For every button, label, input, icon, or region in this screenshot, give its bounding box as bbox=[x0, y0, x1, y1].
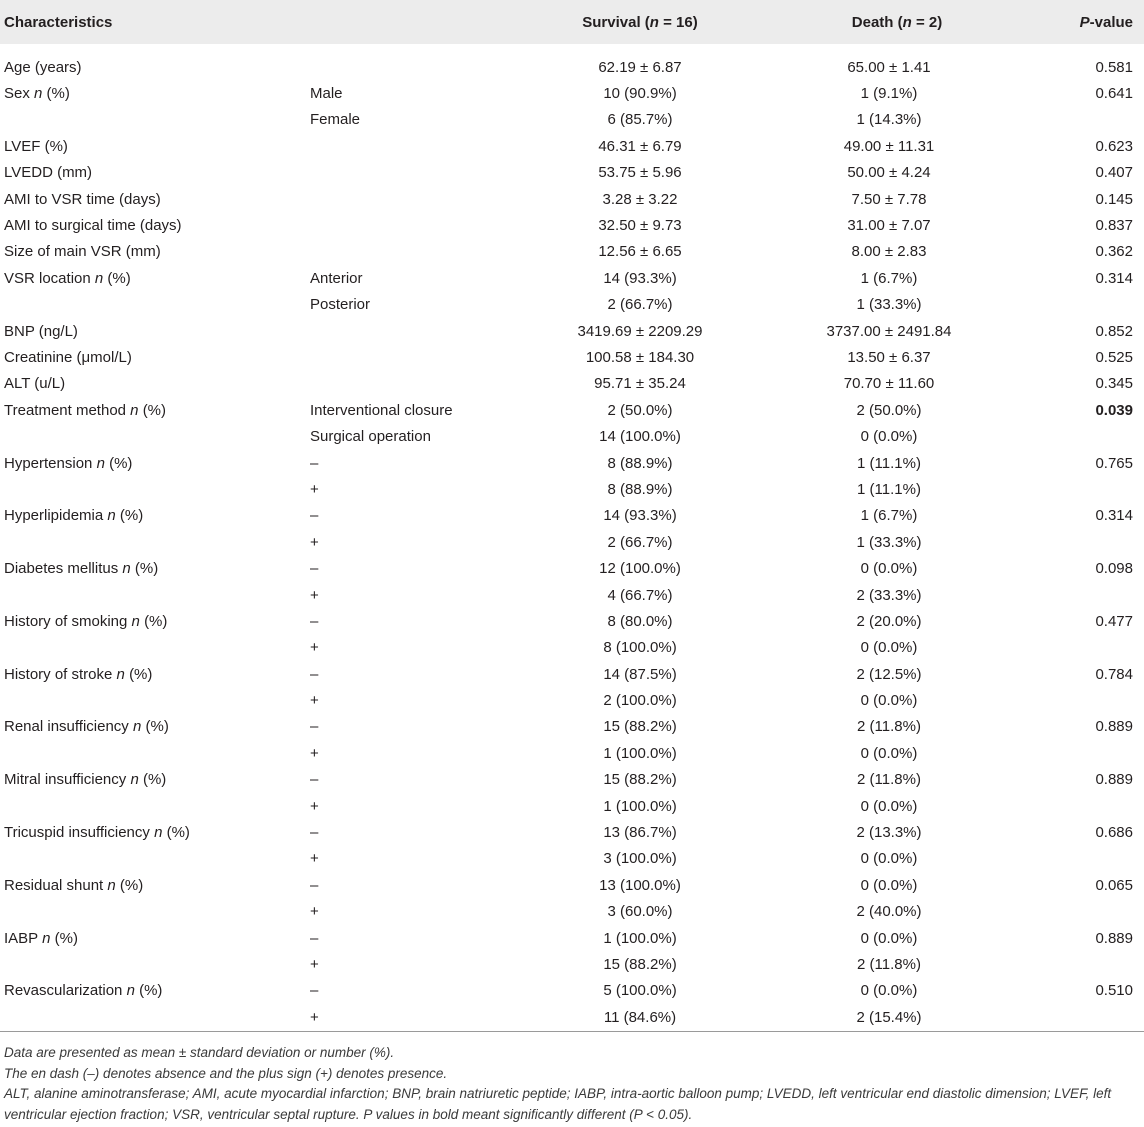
survival-cell: 5 (100.0%) bbox=[603, 982, 677, 1000]
death-cell: 2 (11.8%) bbox=[857, 771, 921, 789]
table-header-row bbox=[0, 0, 1144, 44]
death-cell: 0 (0.0%) bbox=[860, 639, 918, 657]
death-cell: 2 (13.3%) bbox=[856, 824, 922, 842]
survival-cell: 3 (60.0%) bbox=[607, 903, 673, 921]
table-footnotes bbox=[0, 1043, 1144, 1125]
characteristic-label: Hypertension bbox=[4, 454, 93, 472]
characteristic-suffix: (%) bbox=[109, 454, 133, 472]
characteristic-suffix: (%) bbox=[46, 85, 70, 103]
death-cell: 65.00 ± 1.41 bbox=[847, 58, 931, 76]
characteristic-label: Creatinine (μmol/L) bbox=[4, 348, 132, 366]
header-death-post: = 2) bbox=[911, 13, 943, 31]
characteristic-label: VSR location bbox=[4, 269, 91, 287]
death-cell: 7.50 ± 7.78 bbox=[851, 190, 927, 208]
table-row bbox=[0, 133, 1144, 159]
table-row bbox=[0, 503, 1144, 529]
table-row bbox=[0, 80, 1144, 106]
subgroup-cell: Female bbox=[310, 111, 361, 129]
characteristic-cell bbox=[0, 59, 310, 76]
table-row bbox=[0, 239, 1144, 265]
survival-cell: 11 (84.6%) bbox=[603, 1008, 677, 1026]
table-row bbox=[0, 978, 1144, 1004]
table-row bbox=[0, 397, 1144, 423]
death-cell: 2 (11.8%) bbox=[857, 955, 921, 973]
characteristic-cell bbox=[0, 824, 310, 841]
subgroup-cell: – bbox=[310, 824, 319, 842]
characteristic-label: Size of main VSR (mm) bbox=[4, 243, 161, 261]
subgroup-cell: – bbox=[310, 454, 319, 472]
survival-cell: 100.58 ± 184.30 bbox=[585, 348, 695, 366]
subgroup-cell: Surgical operation bbox=[310, 428, 431, 446]
death-cell: 1 (11.1%) bbox=[857, 454, 921, 472]
death-cell: 70.70 ± 11.60 bbox=[843, 375, 935, 393]
subgroup-cell: + bbox=[310, 797, 319, 815]
survival-cell: 15 (88.2%) bbox=[603, 771, 677, 789]
table-row bbox=[0, 529, 1144, 555]
survival-cell: 15 (88.2%) bbox=[603, 718, 677, 736]
characteristic-suffix: (%) bbox=[166, 824, 190, 842]
death-cell: 1 (33.3%) bbox=[856, 533, 922, 551]
characteristic-n: n bbox=[107, 876, 116, 894]
header-survival-n: n bbox=[649, 13, 659, 31]
characteristic-cell bbox=[0, 164, 310, 181]
characteristic-n: n bbox=[126, 982, 135, 1000]
characteristic-cell bbox=[0, 718, 310, 735]
death-cell: 1 (6.7%) bbox=[860, 507, 918, 525]
p-value-cell: 0.852 bbox=[1095, 322, 1133, 340]
survival-cell: 2 (50.0%) bbox=[607, 401, 673, 419]
death-cell: 2 (50.0%) bbox=[856, 401, 922, 419]
table-row bbox=[0, 767, 1144, 793]
header-p-letter: P bbox=[1079, 13, 1090, 31]
table-row bbox=[0, 450, 1144, 476]
table-row bbox=[0, 925, 1144, 951]
survival-cell: 8 (88.9%) bbox=[607, 454, 673, 472]
characteristic-cell bbox=[0, 217, 310, 234]
characteristic-label: Treatment method bbox=[4, 401, 126, 419]
characteristic-suffix: (%) bbox=[54, 929, 78, 947]
characteristic-label: Mitral insufficiency bbox=[4, 771, 127, 789]
subgroup-cell: – bbox=[310, 560, 319, 578]
table-row bbox=[0, 292, 1144, 318]
death-cell: 50.00 ± 4.24 bbox=[847, 164, 931, 182]
characteristic-n: n bbox=[130, 401, 139, 419]
footnote: The en dash (–) denotes absence and the plus sign (+) denotes presence. bbox=[4, 1065, 448, 1081]
table-row bbox=[0, 846, 1144, 872]
survival-cell: 2 (66.7%) bbox=[607, 296, 673, 314]
characteristic-suffix: (%) bbox=[107, 269, 131, 287]
p-value-cell: 0.362 bbox=[1095, 243, 1133, 261]
death-cell: 2 (15.4%) bbox=[856, 1008, 922, 1026]
subgroup-cell: – bbox=[310, 507, 319, 525]
p-value-cell: 0.098 bbox=[1095, 560, 1133, 578]
death-cell: 1 (11.1%) bbox=[857, 480, 921, 498]
p-value-cell: 0.837 bbox=[1095, 217, 1133, 235]
characteristic-n: n bbox=[42, 929, 51, 947]
death-cell: 0 (0.0%) bbox=[860, 692, 918, 710]
characteristic-suffix: (%) bbox=[142, 771, 167, 789]
survival-cell: 3 (100.0%) bbox=[603, 850, 677, 868]
characteristic-n: n bbox=[107, 507, 116, 525]
subgroup-cell: + bbox=[310, 744, 319, 762]
survival-cell: 1 (100.0%) bbox=[603, 797, 677, 815]
characteristic-cell bbox=[0, 349, 310, 366]
characteristic-suffix: (%) bbox=[142, 401, 167, 419]
death-cell: 1 (6.7%) bbox=[860, 269, 918, 287]
survival-cell: 8 (88.9%) bbox=[607, 480, 673, 498]
characteristic-cell bbox=[0, 507, 310, 524]
subgroup-cell: + bbox=[310, 639, 319, 657]
survival-cell: 13 (86.7%) bbox=[603, 824, 677, 842]
survival-cell: 2 (100.0%) bbox=[603, 692, 677, 710]
death-cell: 49.00 ± 11.31 bbox=[843, 137, 935, 155]
death-cell: 2 (12.5%) bbox=[856, 665, 922, 683]
table-row bbox=[0, 899, 1144, 925]
p-value-cell: 0.477 bbox=[1095, 612, 1133, 630]
subgroup-cell: Posterior bbox=[310, 296, 371, 314]
p-value-cell: 0.623 bbox=[1095, 137, 1133, 155]
death-cell: 0 (0.0%) bbox=[860, 876, 918, 894]
p-value-cell: 0.784 bbox=[1095, 665, 1133, 683]
survival-cell: 2 (66.7%) bbox=[607, 533, 673, 551]
characteristic-n: n bbox=[131, 612, 140, 630]
p-value-cell: 0.510 bbox=[1095, 982, 1133, 1000]
footnote: ALT, alanine aminotransferase; AMI, acute myocardial infarction; BNP, brain natriuretic peptide; IABP, intra-aortic balloon pump; LVEDD, left ventricular end diastolic dimension; LVEF, left ventricular ejection fraction; VSR, ventricular septal rupture. P values in bold meant significantly different (P < 0.05). bbox=[4, 1086, 1112, 1122]
characteristic-label: Hyperlipidemia bbox=[4, 507, 104, 525]
survival-cell: 53.75 ± 5.96 bbox=[598, 164, 682, 182]
header-p-post: -value bbox=[1089, 13, 1133, 31]
death-cell: 0 (0.0%) bbox=[860, 744, 918, 762]
characteristic-cell bbox=[0, 613, 310, 630]
characteristic-n: n bbox=[130, 771, 139, 789]
survival-cell: 8 (100.0%) bbox=[603, 639, 677, 657]
characteristic-suffix: (%) bbox=[119, 876, 144, 894]
subgroup-cell: – bbox=[310, 771, 319, 789]
characteristic-cell bbox=[0, 85, 310, 102]
death-cell: 2 (33.3%) bbox=[856, 586, 922, 604]
subgroup-cell: Interventional closure bbox=[310, 401, 453, 419]
p-value-cell: 0.314 bbox=[1095, 507, 1133, 525]
table-row bbox=[0, 371, 1144, 397]
characteristic-suffix: (%) bbox=[139, 982, 163, 1000]
subgroup-cell: + bbox=[310, 903, 319, 921]
characteristic-cell bbox=[0, 560, 310, 577]
characteristic-suffix: (%) bbox=[119, 507, 144, 525]
characteristic-cell bbox=[0, 138, 310, 155]
subgroup-cell: – bbox=[310, 718, 319, 736]
header-death bbox=[760, 14, 1018, 31]
subgroup-cell: – bbox=[310, 929, 319, 947]
survival-cell: 14 (93.3%) bbox=[603, 269, 677, 287]
table-row bbox=[0, 186, 1144, 212]
survival-cell: 14 (93.3%) bbox=[603, 507, 677, 525]
characteristic-label: Diabetes mellitus bbox=[4, 560, 119, 578]
characteristic-suffix: (%) bbox=[144, 612, 168, 630]
characteristic-label: IABP bbox=[4, 929, 38, 947]
characteristic-label: Renal insufficiency bbox=[4, 718, 129, 736]
characteristic-cell bbox=[0, 455, 310, 472]
table-bottom-rule bbox=[0, 1031, 1144, 1032]
characteristic-cell bbox=[0, 375, 310, 392]
characteristic-label: Sex bbox=[4, 85, 30, 103]
header-death-pre: Death ( bbox=[851, 13, 903, 31]
subgroup-cell: – bbox=[310, 982, 319, 1000]
table-row bbox=[0, 54, 1144, 80]
p-value-cell: 0.065 bbox=[1095, 876, 1133, 894]
characteristic-cell bbox=[0, 666, 310, 683]
characteristic-suffix: (%) bbox=[145, 718, 169, 736]
table-row bbox=[0, 714, 1144, 740]
death-cell: 31.00 ± 7.07 bbox=[847, 217, 931, 235]
survival-cell: 13 (100.0%) bbox=[599, 876, 681, 894]
characteristic-cell bbox=[0, 771, 310, 788]
subgroup-cell: – bbox=[310, 665, 319, 683]
characteristic-label: AMI to surgical time (days) bbox=[4, 217, 182, 235]
table-row bbox=[0, 555, 1144, 581]
p-value-cell: 0.686 bbox=[1095, 824, 1133, 842]
characteristic-n: n bbox=[94, 269, 104, 287]
table-row bbox=[0, 423, 1144, 449]
subgroup-cell: – bbox=[310, 612, 319, 630]
table-row bbox=[0, 951, 1144, 977]
death-cell: 2 (11.8%) bbox=[857, 718, 921, 736]
survival-cell: 3.28 ± 3.22 bbox=[602, 190, 678, 208]
characteristic-cell bbox=[0, 877, 310, 894]
survival-cell: 4 (66.7%) bbox=[607, 586, 673, 604]
characteristic-label: History of stroke bbox=[4, 665, 113, 683]
death-cell: 8.00 ± 2.83 bbox=[851, 243, 927, 261]
characteristic-label: ALT (u/L) bbox=[4, 375, 66, 393]
characteristic-cell bbox=[0, 243, 310, 260]
header-survival bbox=[520, 14, 760, 31]
death-cell: 2 (40.0%) bbox=[856, 903, 922, 921]
subgroup-cell: – bbox=[310, 876, 319, 894]
table-row bbox=[0, 1004, 1144, 1030]
subgroup-cell: + bbox=[310, 586, 319, 604]
survival-cell: 32.50 ± 9.73 bbox=[598, 217, 682, 235]
table-row bbox=[0, 265, 1144, 291]
characteristic-label: Age (years) bbox=[4, 58, 82, 76]
survival-cell: 1 (100.0%) bbox=[603, 744, 677, 762]
survival-cell: 1 (100.0%) bbox=[603, 929, 677, 947]
p-value-cell: 0.345 bbox=[1095, 375, 1133, 393]
p-value-cell: 0.407 bbox=[1095, 164, 1133, 182]
table-row bbox=[0, 635, 1144, 661]
characteristic-n: n bbox=[122, 560, 131, 578]
death-cell: 3737.00 ± 2491.84 bbox=[826, 322, 952, 340]
p-value-cell: 0.765 bbox=[1095, 454, 1133, 472]
characteristic-cell bbox=[0, 323, 310, 340]
p-value-cell: 0.889 bbox=[1095, 718, 1133, 736]
header-survival-pre: Survival ( bbox=[582, 13, 650, 31]
death-cell: 1 (33.3%) bbox=[856, 296, 922, 314]
footnote: Data are presented as mean ± standard deviation or number (%). bbox=[4, 1045, 395, 1060]
characteristic-cell bbox=[0, 270, 310, 287]
death-cell: 2 (20.0%) bbox=[856, 612, 922, 630]
table-row bbox=[0, 318, 1144, 344]
p-value-cell: 0.641 bbox=[1095, 85, 1133, 103]
death-cell: 0 (0.0%) bbox=[860, 560, 918, 578]
p-value-cell: 0.889 bbox=[1095, 771, 1133, 789]
characteristic-label: Tricuspid insufficiency bbox=[4, 824, 150, 842]
subgroup-cell: + bbox=[310, 955, 319, 973]
characteristic-label: Residual shunt bbox=[4, 876, 104, 894]
header-survival-post: = 16) bbox=[658, 13, 698, 31]
characteristic-n: n bbox=[116, 665, 125, 683]
subgroup-cell: Male bbox=[310, 85, 343, 103]
table-row bbox=[0, 661, 1144, 687]
characteristic-cell bbox=[0, 930, 310, 947]
survival-cell: 12.56 ± 6.65 bbox=[598, 243, 682, 261]
subgroup-cell: + bbox=[310, 480, 319, 498]
header-p-value bbox=[1018, 14, 1144, 31]
characteristic-n: n bbox=[96, 454, 105, 472]
subgroup-cell: + bbox=[310, 1008, 319, 1026]
characteristic-cell bbox=[0, 191, 310, 208]
characteristic-label: LVEF (%) bbox=[4, 137, 68, 155]
characteristic-label: AMI to VSR time (days) bbox=[4, 190, 161, 208]
survival-cell: 46.31 ± 6.79 bbox=[598, 137, 682, 155]
characteristic-label: LVEDD (mm) bbox=[4, 164, 93, 182]
table-row bbox=[0, 872, 1144, 898]
death-cell: 0 (0.0%) bbox=[860, 982, 918, 1000]
table-row bbox=[0, 582, 1144, 608]
p-value-cell: 0.581 bbox=[1095, 58, 1133, 76]
table-row bbox=[0, 476, 1144, 502]
header-death-n: n bbox=[902, 13, 912, 31]
header-characteristics: Characteristics bbox=[4, 13, 113, 31]
subgroup-cell: Anterior bbox=[310, 269, 363, 287]
survival-cell: 15 (88.2%) bbox=[603, 955, 677, 973]
characteristic-n: n bbox=[154, 824, 163, 842]
p-value-cell: 0.889 bbox=[1095, 929, 1133, 947]
survival-cell: 8 (80.0%) bbox=[607, 612, 673, 630]
table-row bbox=[0, 740, 1144, 766]
survival-cell: 3419.69 ± 2209.29 bbox=[577, 322, 703, 340]
death-cell: 13.50 ± 6.37 bbox=[847, 348, 931, 366]
table-row bbox=[0, 819, 1144, 845]
p-value-cell: 0.039 bbox=[1095, 401, 1133, 419]
table-row bbox=[0, 344, 1144, 370]
subgroup-cell: + bbox=[310, 850, 319, 868]
characteristic-cell bbox=[0, 982, 310, 999]
characteristic-suffix: (%) bbox=[129, 665, 153, 683]
table-row bbox=[0, 793, 1144, 819]
characteristic-label: Revascularization bbox=[4, 982, 123, 1000]
characteristic-suffix: (%) bbox=[134, 560, 159, 578]
subgroup-cell: + bbox=[310, 692, 319, 710]
survival-cell: 95.71 ± 35.24 bbox=[594, 375, 686, 393]
survival-cell: 10 (90.9%) bbox=[603, 85, 677, 103]
p-value-cell: 0.314 bbox=[1095, 269, 1133, 287]
death-cell: 1 (9.1%) bbox=[860, 85, 918, 103]
subgroup-cell: + bbox=[310, 533, 319, 551]
survival-cell: 14 (87.5%) bbox=[603, 665, 677, 683]
survival-cell: 14 (100.0%) bbox=[599, 428, 681, 446]
table-row bbox=[0, 687, 1144, 713]
table-body bbox=[0, 54, 1144, 1030]
survival-cell: 62.19 ± 6.87 bbox=[598, 58, 682, 76]
p-value-cell: 0.525 bbox=[1095, 348, 1133, 366]
characteristic-n: n bbox=[34, 85, 43, 103]
characteristic-cell bbox=[0, 402, 310, 419]
death-cell: 0 (0.0%) bbox=[860, 850, 918, 868]
death-cell: 0 (0.0%) bbox=[860, 797, 918, 815]
death-cell: 0 (0.0%) bbox=[860, 428, 918, 446]
death-cell: 1 (14.3%) bbox=[856, 111, 922, 129]
characteristic-label: BNP (ng/L) bbox=[4, 322, 78, 340]
survival-cell: 12 (100.0%) bbox=[599, 560, 681, 578]
table-row bbox=[0, 608, 1144, 634]
table-row bbox=[0, 107, 1144, 133]
characteristic-n: n bbox=[132, 718, 142, 736]
table-row bbox=[0, 212, 1144, 238]
characteristic-label: History of smoking bbox=[4, 612, 128, 630]
death-cell: 0 (0.0%) bbox=[860, 929, 918, 947]
survival-cell: 6 (85.7%) bbox=[607, 111, 673, 129]
p-value-cell: 0.145 bbox=[1095, 190, 1133, 208]
table-row bbox=[0, 160, 1144, 186]
